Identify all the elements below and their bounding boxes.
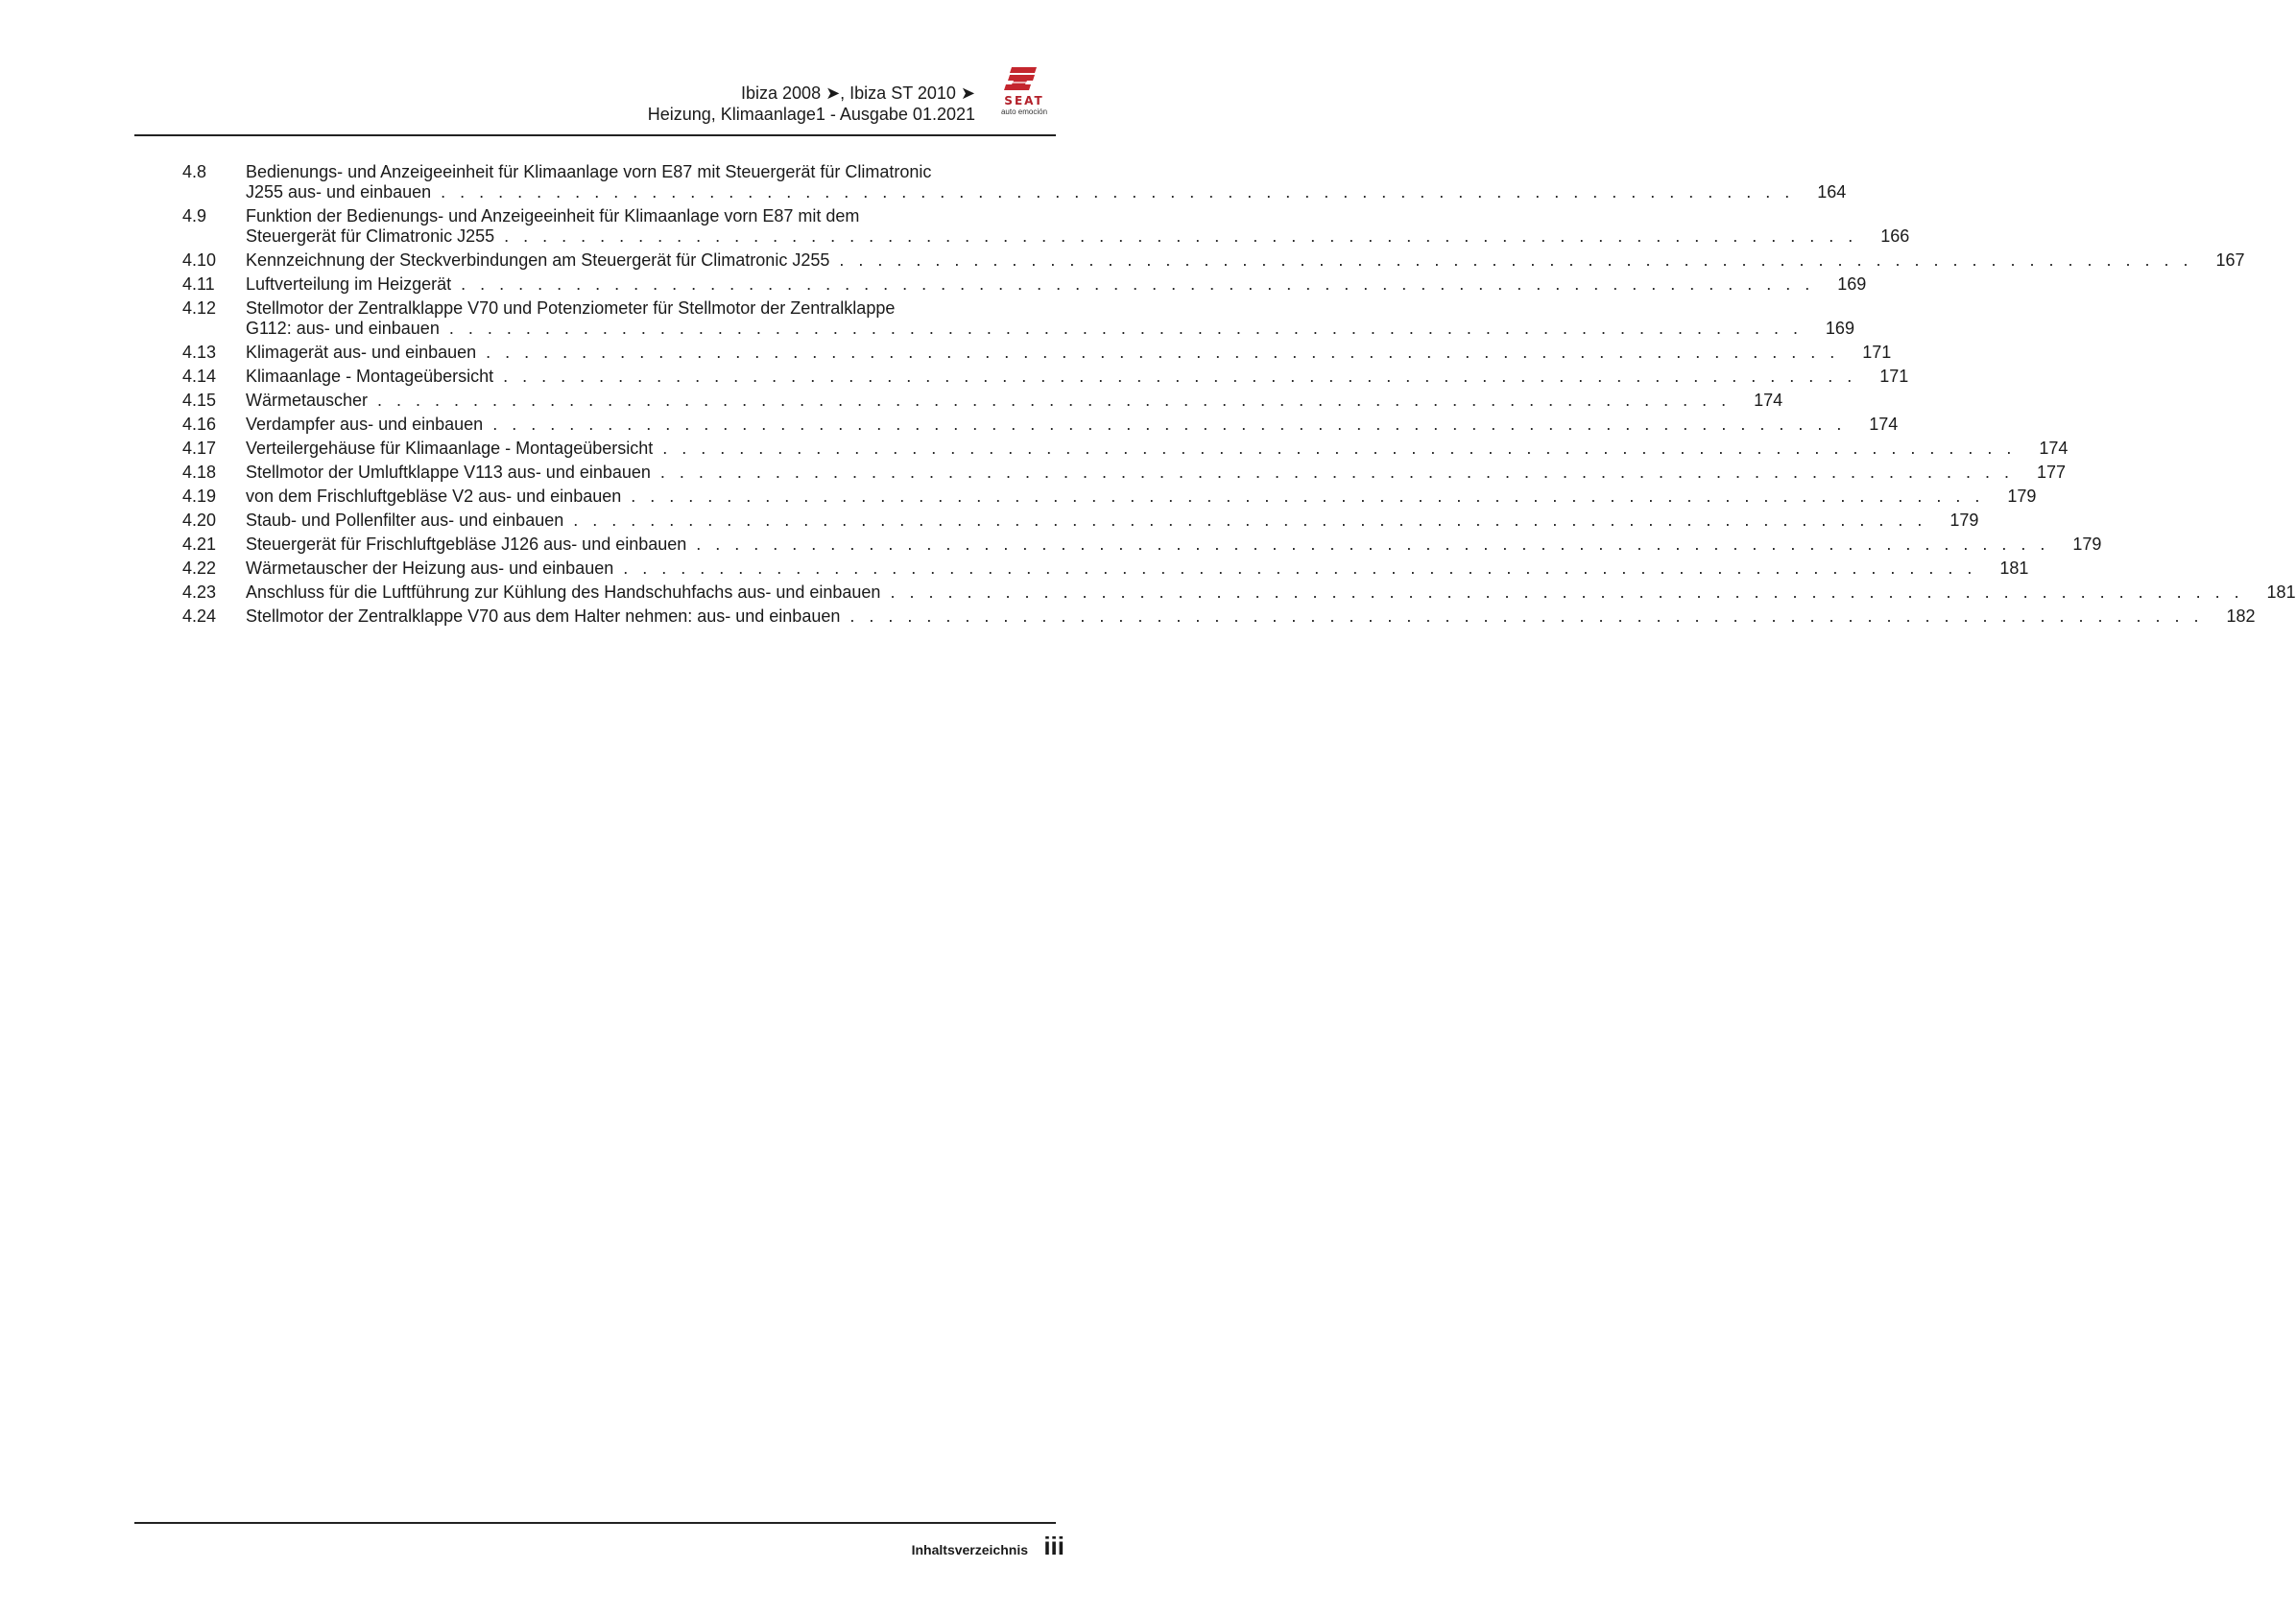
toc-entry-number: 4.18 (182, 463, 217, 482)
dot-leader: . . . . . . . . . . . . . . . . . . . . . . . . . . . . . . . . . . . . . . . . . . . . . . . . . . . . . . . . . . . . . . . . . . . . . . . (573, 511, 1927, 530)
toc-entry-line (246, 226, 1909, 247)
dot-leader: . . . . . . . . . . . . . . . . . . . . . . . . . . . . . . . . . . . . . . . . . . . . . . . . . . . . . . . . . . . . . . . . . . . . . . . (659, 463, 2015, 482)
toc-entry-title: von dem Frischluftgebläse V2 aus- und einbauen (246, 487, 622, 506)
toc-entry-number: 4.11 (182, 274, 215, 294)
toc-entry-page: 171 (1862, 343, 1892, 362)
toc-entry[interactable] (182, 606, 2256, 627)
toc-entry-number: 4.16 (182, 415, 217, 434)
toc-entry[interactable] (182, 415, 1899, 435)
toc-entry-title: Wärmetauscher der Heizung aus- und einbauen (246, 558, 614, 578)
toc-entry[interactable] (182, 367, 1909, 387)
dot-leader: . . . . . . . . . . . . . . . . . . . . . . . . . . . . . . . . . . . . . . . . . . . . . . . . . . . . . . . . . . . . . . . . . . . . . . . (504, 226, 1858, 246)
footer-section-label: Inhaltsverzeichnis (911, 1542, 1028, 1557)
toc-entry-line (246, 162, 1846, 182)
toc-entry-body (246, 463, 2066, 483)
toc-entry-number: 4.8 (182, 162, 207, 181)
toc-entry-page: 181 (2266, 582, 2296, 602)
toc-entry-number: 4.24 (182, 606, 217, 626)
toc-entry-page: 171 (1879, 367, 1909, 386)
logo-tagline: auto emoción (1000, 107, 1048, 116)
toc-entry[interactable] (182, 463, 2067, 483)
toc-entry-page: 169 (1825, 319, 1854, 338)
toc-entry-page: 164 (1817, 182, 1847, 202)
toc-entry-number: 4.15 (182, 391, 217, 410)
toc-entry-line (246, 182, 1846, 202)
toc-entry-title: Steuergerät für Climatronic J255 (246, 226, 495, 246)
toc-entry-line (246, 511, 1978, 531)
toc-entry-line (246, 487, 2036, 507)
toc-entry[interactable] (182, 250, 2245, 271)
toc-entry-line (246, 319, 1854, 339)
dot-leader: . . . . . . . . . . . . . . . . . . . . . . . . . . . . . . . . . . . . . . . . . . . . . . . . . . . . . . . . . . . . . . . . . . . . . . . (448, 319, 1803, 338)
seat-logo (993, 65, 1056, 123)
toc-entry-line (246, 250, 2245, 271)
dot-leader: . . . . . . . . . . . . . . . . . . . . . . . . . . . . . . . . . . . . . . . . . . . . . . . . . . . . . . . . . . . . . . . . . . . . . . . (377, 391, 1732, 410)
toc-entry-title: Staub- und Pollenfilter aus- und einbauen (246, 511, 564, 530)
toc-entry[interactable] (182, 582, 2296, 603)
dot-leader: . . . . . . . . . . . . . . . . . . . . . . . . . . . . . . . . . . . . . . . . . . . . . . . . . . . . . . . . . . . . . . . . . . . . . . . (492, 415, 1847, 434)
footer-rule (134, 1522, 1056, 1524)
toc-entry-title: G112: aus- und einbauen (246, 319, 440, 338)
toc-entry-line (246, 367, 1908, 387)
toc-entry-title: Wärmetauscher (246, 391, 369, 410)
toc-entry-body (246, 582, 2296, 603)
toc-entry-title: Stellmotor der Zentralklappe V70 aus dem Halter nehmen: aus- und einbauen (246, 606, 841, 626)
toc-entry-number: 4.9 (182, 206, 207, 226)
header-subtitle: Heizung, Klimaanlage1 - Ausgabe 01.2021 (647, 105, 975, 124)
toc-entry-title: Verdampfer aus- und einbauen (246, 415, 484, 434)
table-of-contents (182, 162, 2296, 630)
toc-entry-title: Kennzeichnung der Steckverbindungen am Steuergerät für Climatronic J255 (246, 250, 830, 270)
toc-entry[interactable] (182, 343, 1892, 363)
toc-entry[interactable] (182, 391, 1783, 411)
toc-entry-line (246, 582, 2296, 603)
toc-entry-page: 179 (1949, 511, 1979, 530)
toc-entry-number: 4.13 (182, 343, 217, 362)
dot-leader: . . . . . . . . . . . . . . . . . . . . . . . . . . . . . . . . . . . . . . . . . . . . . . . . . . . . . . . . . . . . . . . . . . . . . . . (441, 182, 1795, 202)
toc-entry-body (246, 535, 2101, 555)
toc-entry-number: 4.10 (182, 250, 217, 270)
toc-entry-page: 182 (2226, 606, 2256, 626)
dot-leader: . . . . . . . . . . . . . . . . . . . . . . . . . . . . . . . . . . . . . . . . . . . . . . . . . . . . . . . . . . . . . . . . . . . . . . . (839, 250, 2193, 270)
toc-entry-body (246, 367, 1908, 387)
toc-entry-page: 179 (2007, 487, 2037, 506)
toc-entry-line (246, 558, 2028, 579)
toc-entry-title: Klimaanlage - Montageübersicht (246, 367, 494, 386)
toc-entry-title: Klimagerät aus- und einbauen (246, 343, 477, 362)
toc-entry-number: 4.12 (182, 298, 217, 318)
toc-entry-body (246, 298, 1854, 339)
toc-entry-line (246, 274, 1866, 295)
toc-entry-body (246, 274, 1866, 295)
toc-entry-body (246, 206, 1909, 247)
toc-entry-body (246, 558, 2028, 579)
toc-entry[interactable] (182, 206, 1910, 247)
header-title: Ibiza 2008 ➤, Ibiza ST 2010 ➤ (741, 83, 975, 103)
toc-entry-number: 4.22 (182, 558, 217, 578)
toc-entry-title: Funktion der Bedienungs- und Anzeigeeinheit für Klimaanlage vorn E87 mit dem (246, 206, 860, 226)
logo-brand: SEAT (1004, 94, 1044, 107)
toc-entry[interactable] (182, 558, 2029, 579)
toc-entry-number: 4.23 (182, 582, 217, 602)
toc-entry-body (246, 606, 2256, 627)
toc-entry-body (246, 439, 2068, 459)
toc-entry-page: 167 (2215, 250, 2245, 270)
dot-leader: . . . . . . . . . . . . . . . . . . . . . . . . . . . . . . . . . . . . . . . . . . . . . . . . . . . . . . . . . . . . . . . . . . . . . . . (662, 439, 2017, 458)
dot-leader: . . . . . . . . . . . . . . . . . . . . . . . . . . . . . . . . . . . . . . . . . . . . . . . . . . . . . . . . . . . . . . . . . . . . . . . (849, 606, 2204, 626)
toc-entry-body (246, 250, 2245, 271)
toc-entry-title: Steuergerät für Frischluftgebläse J126 aus- und einbauen (246, 535, 687, 554)
toc-entry-page: 174 (1869, 415, 1899, 434)
toc-entry-line (246, 206, 1909, 226)
toc-entry[interactable] (182, 487, 2037, 507)
toc-entry-title: J255 aus- und einbauen (246, 182, 432, 202)
dot-leader: . . . . . . . . . . . . . . . . . . . . . . . . . . . . . . . . . . . . . . . . . . . . . . . . . . . . . . . . . . . . . . . . . . . . . . . (631, 487, 1985, 506)
toc-entry-page: 179 (2072, 535, 2102, 554)
toc-entry-line (246, 606, 2256, 627)
dot-leader: . . . . . . . . . . . . . . . . . . . . . . . . . . . . . . . . . . . . . . . . . . . . . . . . . . . . . . . . . . . . . . . . . . . . . . . (696, 535, 2050, 554)
toc-entry-line (246, 343, 1891, 363)
toc-entry[interactable] (182, 162, 1847, 202)
toc-entry-body (246, 487, 2036, 507)
toc-entry[interactable] (182, 535, 2102, 555)
toc-entry-title: Luftverteilung im Heizgerät (246, 274, 452, 294)
dot-leader: . . . . . . . . . . . . . . . . . . . . . . . . . . . . . . . . . . . . . . . . . . . . . . . . . . . . . . . . . . . . . . . . . . . . . . . (503, 367, 1857, 386)
toc-entry[interactable] (182, 511, 1979, 531)
toc-entry-title: Stellmotor der Umluftklappe V113 aus- und einbauen (246, 463, 651, 482)
toc-entry-page: 169 (1837, 274, 1867, 294)
toc-entry-page: 174 (2039, 439, 2069, 458)
dot-leader: . . . . . . . . . . . . . . . . . . . . . . . . . . . . . . . . . . . . . . . . . . . . . . . . . . . . . . . . . . . . . . . . . . . . . . . (486, 343, 1840, 362)
page-header (134, 79, 1056, 136)
toc-entry-number: 4.14 (182, 367, 217, 386)
toc-entry-line (246, 535, 2101, 555)
dot-leader: . . . . . . . . . . . . . . . . . . . . . . . . . . . . . . . . . . . . . . . . . . . . . . . . . . . . . . . . . . . . . . . . . . . . . . . (890, 582, 2244, 602)
toc-entry-title: Stellmotor der Zentralklappe V70 und Potenziometer für Stellmotor der Zentralklappe (246, 298, 896, 318)
toc-entry-number: 4.19 (182, 487, 217, 506)
toc-entry[interactable] (182, 439, 2069, 459)
toc-entry-number: 4.21 (182, 535, 217, 554)
toc-entry-title: Bedienungs- und Anzeigeeinheit für Klimaanlage vorn E87 mit Steuergerät für Climatronic (246, 162, 932, 181)
toc-entry-title: Verteilergehäuse für Klimaanlage - Montageübersicht (246, 439, 654, 458)
toc-entry-number: 4.17 (182, 439, 217, 458)
dot-leader: . . . . . . . . . . . . . . . . . . . . . . . . . . . . . . . . . . . . . . . . . . . . . . . . . . . . . . . . . . . . . . . . . . . . . . . (623, 558, 1977, 578)
toc-entry-body (246, 162, 1846, 202)
toc-entry-line (246, 439, 2068, 459)
toc-entry-title: Anschluss für die Luftführung zur Kühlung des Handschuhfachs aus- und einbauen (246, 582, 881, 602)
toc-entry-body (246, 511, 1978, 531)
toc-entry-page: 166 (1880, 226, 1910, 246)
toc-entry-line (246, 463, 2066, 483)
toc-entry[interactable] (182, 298, 1854, 339)
toc-entry-page: 177 (2037, 463, 2067, 482)
toc-entry-number: 4.20 (182, 511, 217, 530)
header-text (648, 83, 975, 125)
toc-entry-body (246, 415, 1898, 435)
toc-entry-page: 181 (1999, 558, 2029, 578)
toc-entry-line (246, 391, 1782, 411)
toc-entry-page: 174 (1754, 391, 1783, 410)
footer-page-number: iii (1043, 1532, 1064, 1560)
seat-logo-icon (993, 65, 1056, 94)
toc-entry-line (246, 298, 1854, 319)
toc-entry[interactable] (182, 274, 1867, 295)
toc-entry-line (246, 415, 1898, 435)
toc-entry-body (246, 343, 1891, 363)
dot-leader: . . . . . . . . . . . . . . . . . . . . . . . . . . . . . . . . . . . . . . . . . . . . . . . . . . . . . . . . . . . . . . . . . . . . . . . (461, 274, 1815, 294)
toc-entry-body (246, 391, 1782, 411)
